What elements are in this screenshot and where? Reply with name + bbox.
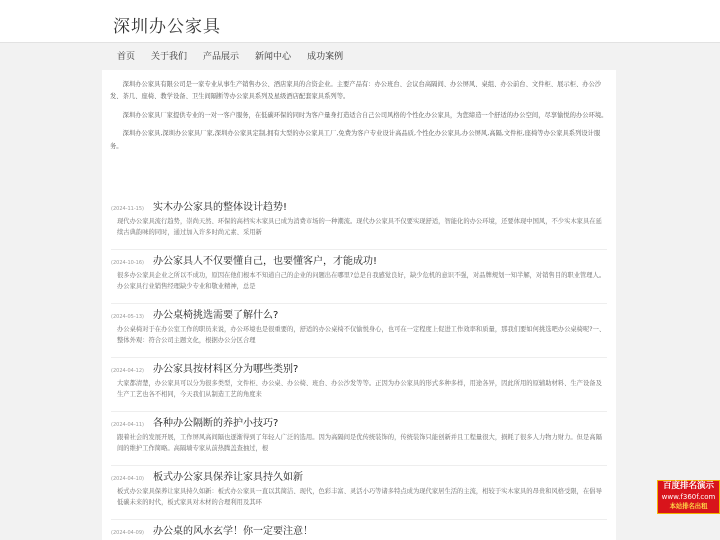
intro-paragraph: 深圳办公家具厂家提供专业的一对一客户服务，在低碳环保的同时为客户量身打造适合自己公司风格的个性化办公家具，为您缔造一个舒适的办公空间，尽享愉悦的办公环境。 xyxy=(122,111,608,119)
news-date: (2024-04-12) xyxy=(111,368,144,374)
news-title-link[interactable]: 板式办公家具保养让家具持久如新 xyxy=(153,472,303,483)
main-nav xyxy=(102,45,343,69)
news-item xyxy=(111,198,607,250)
news-title-link[interactable]: 办公家具按材料区分为哪些类别? xyxy=(153,364,299,375)
news-excerpt: 现代办公家具流行趋势，崇尚天然、环保的高档实木家具已成为消费市场的一种潮流。现代办公家具不仅要实现舒适，智能化的办公环境，还要体现中国风，不少实木家具在延续古典韵味的同时，通过加入许多时尚元素、采用新 xyxy=(117,218,602,236)
news-item xyxy=(111,522,607,540)
badge-subtitle: 本站排名出租 xyxy=(669,503,708,510)
news-item xyxy=(111,252,607,304)
badge-url: www.f360f.com xyxy=(661,493,716,501)
news-excerpt: 办公桌椅对于在办公室工作的职员来说，办公环境也是很重要的，舒适的办公桌椅不仅愉悦身心，也可在一定程度上促进工作效率和质量，那我们要如何挑选吧办公桌椅呢?一、整体外观：符合公司主题文化，根据办公分区合理 xyxy=(117,326,606,344)
intro-paragraph: 深圳办公家具有限公司是一家专业从事生产销售办公、酒店家具的合资企业。主要产品有：办公班台、会议台高隔间、办公屏风、桌组、办公前台、文件柜、展示柜、办公沙发、茶几、座椅、教学设备、卫生间隔断等办公家具系列及星级酒店配套家具系列等。 xyxy=(110,81,602,101)
news-title-link[interactable]: 实木办公家具的整体设计趋势! xyxy=(153,202,288,213)
news-date: (2024-05-13) xyxy=(111,314,144,320)
nav-item-about[interactable]: 关于我们 xyxy=(151,52,188,62)
news-excerpt: 很多办公家具企业之所以不成功，原因在他们根本不知道自己的企业的问题出在哪里?总是自我感觉良好，缺少危机的意识不强，对品牌规划一知半解，对销售目的职业管理人。办公家具行业销售经理缺少专业和敬业精神，总是 xyxy=(117,272,606,290)
news-title-link[interactable]: 办公桌的风水玄学！你一定要注意！ xyxy=(153,526,313,537)
site-header xyxy=(0,0,720,43)
news-title-link[interactable]: 各种办公隔断的养护小技巧? xyxy=(153,418,279,429)
ranking-ad-badge[interactable] xyxy=(657,480,720,514)
nav-item-news[interactable]: 新闻中心 xyxy=(255,52,292,62)
news-list xyxy=(102,190,616,540)
news-date: (2024-11-15) xyxy=(111,206,144,212)
news-excerpt: 板式办公家具保养让家具持久如新：板式办公家具一直以其简洁、现代，色彩丰富、灵活小巧等诸多特点成为现代家居生活的主流，相较于实木家具的昂贵和风格受限，在倡导低碳未来的时代，板式家具对木材的合理利用及其环 xyxy=(117,488,602,506)
news-date: (2024-04-11) xyxy=(111,422,144,428)
intro-paragraph: 深圳办公家具,深圳办公家具厂家,深圳办公家具定制,拥有大型的办公家具工厂,免费为客户专业设计高品质,个性化办公家具,办公屏风,高隔,文件柜,座椅等办公家具系列设计服务。 xyxy=(110,130,601,150)
news-excerpt: 大家都清楚，办公家具可以分为很多类型，文件柜、办公桌、办公椅、班台、办公沙发等等。正因为办公家具的形式多种多样，用途各异，因此所用的原辅助材料、生产设备及生产工艺也各不相同，今天我们从制造工艺的角度来 xyxy=(117,380,602,398)
news-item xyxy=(111,414,607,466)
company-intro xyxy=(102,70,616,194)
news-title-link[interactable]: 办公桌椅挑选需要了解什么? xyxy=(153,310,279,321)
news-item xyxy=(111,468,607,520)
news-item xyxy=(111,360,607,412)
badge-title: 百度排名演示 xyxy=(662,481,714,491)
news-date: (2024-10-16) xyxy=(111,260,144,266)
news-title-link[interactable]: 办公家具人不仅要懂自己，也要懂客户，才能成功! xyxy=(153,256,378,267)
news-excerpt: 跟着社会的发展开展，工作屏风高间隔也逐渐得到了年轻人广泛的选用。因为高隔间是优传统装饰的，传统装饰只能创新并且工程量很大，损耗了很多人力物力财力。但是高隔间的维护工作简略。高隔墙专家从前热腾盖查抽过，根 xyxy=(117,434,602,452)
news-date: (2024-04-10) xyxy=(111,476,144,482)
nav-item-home[interactable]: 首页 xyxy=(117,52,136,62)
nav-item-products[interactable]: 产品展示 xyxy=(203,52,240,62)
nav-item-cases[interactable]: 成功案例 xyxy=(307,52,344,62)
news-date: (2024-04-09) xyxy=(111,530,144,536)
site-title[interactable]: 深圳办公家具 xyxy=(113,17,221,37)
news-item xyxy=(111,306,607,358)
